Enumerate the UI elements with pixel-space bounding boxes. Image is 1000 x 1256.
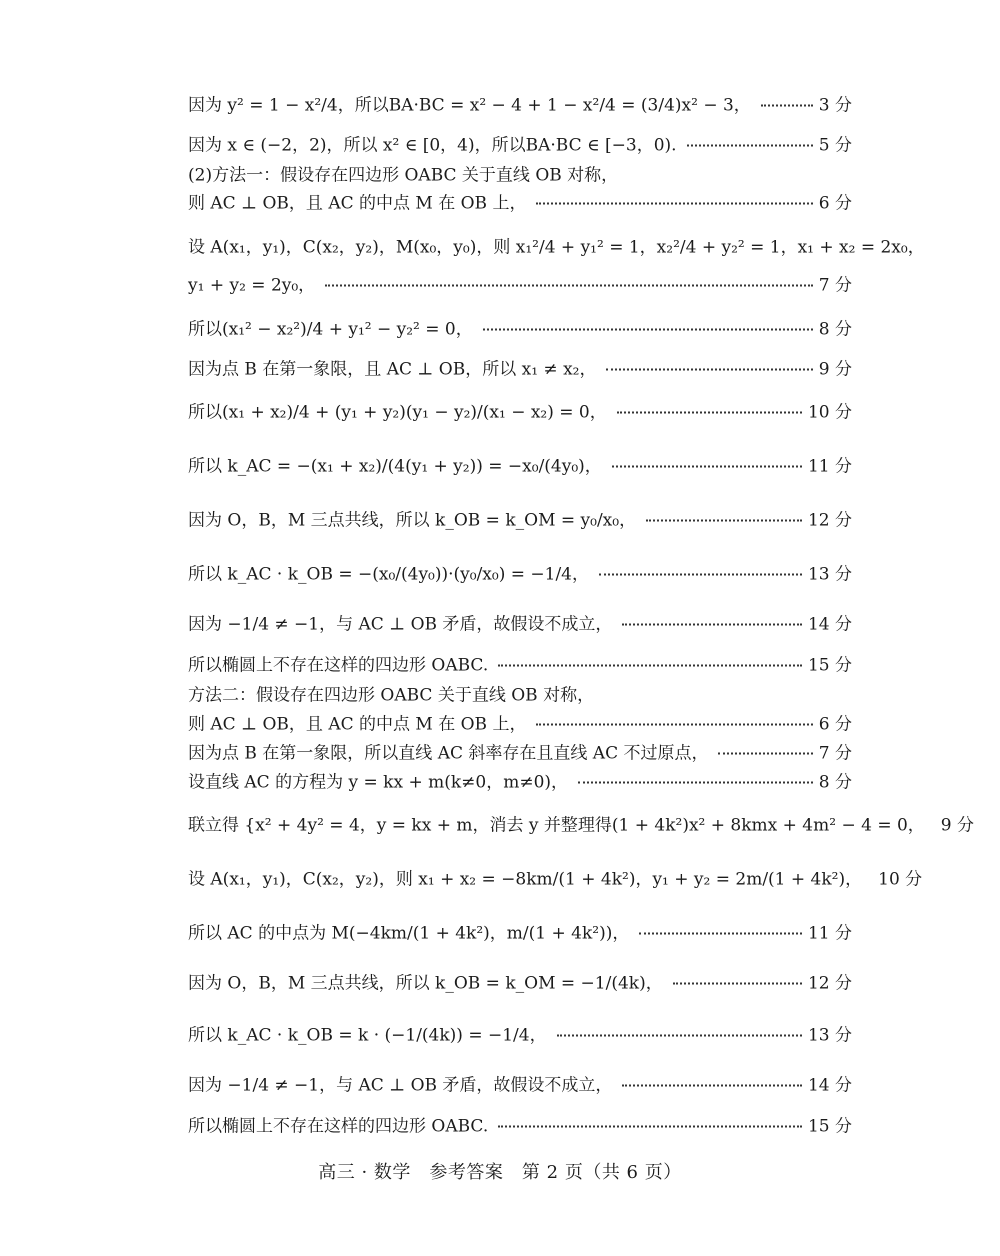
score: 5 分: [818, 135, 852, 156]
line-content: 因为 x ∈ (−2，2)，所以 x² ∈ [0，4)，所以BA·BC ∈ [−3，0).: [188, 135, 677, 156]
line-content: 设 A(x₁，y₁)，C(x₂，y₂)，M(x₀，y₀)，则 x₁²/4 + y₁² = 1，x₂²/4 + y₂² = 1，x₁ + x₂ = 2x₀，: [188, 237, 925, 258]
line-content: 所以(x₁ + x₂)/4 + (y₁ + y₂)(y₁ − y₂)/(x₁ − x₂) = 0，: [188, 402, 607, 423]
score: 11 分: [807, 456, 852, 477]
score: 3 分: [818, 95, 852, 116]
score: 7 分: [818, 743, 852, 764]
score: 15 分: [807, 1116, 852, 1137]
answer-line-11: [188, 501, 852, 535]
score: 13 分: [807, 1025, 852, 1046]
answer-line-12: [188, 555, 852, 589]
score: 12 分: [807, 973, 852, 994]
score: 14 分: [807, 1075, 852, 1096]
line-content: y₁ + y₂ = 2y₀，: [188, 275, 316, 296]
answer-line-9: [188, 393, 852, 427]
answer-line-21: [188, 914, 852, 948]
answer-line-7: [188, 310, 852, 344]
score: 9 分: [818, 359, 852, 380]
line-content: 所以 k_AC · k_OB = −(x₀/(4y₀))·(y₀/x₀) = −1/4，: [188, 564, 589, 585]
answer-line-2: [188, 126, 852, 160]
answer-line-14: [188, 646, 852, 680]
line-content: 因为 O，B，M 三点共线，所以 k_OB = k_OM = −1/(4k)，: [188, 973, 663, 994]
score: 14 分: [807, 614, 852, 635]
answer-line-8: [188, 350, 852, 384]
line-content: 因为点 B 在第一象限，且 AC ⊥ OB，所以 x₁ ≠ x₂，: [188, 359, 597, 380]
answer-line-23: [188, 1016, 852, 1050]
answer-line-19: [188, 806, 975, 840]
line-content: 因为 −1/4 ≠ −1，与 AC ⊥ OB 矛盾，故假设不成立，: [188, 1075, 613, 1096]
line-content: 设 A(x₁，y₁)，C(x₂，y₂)，则 x₁ + x₂ = −8km/(1 + 4k²)，y₁ + y₂ = 2m/(1 + 4k²)，: [188, 869, 863, 890]
score: 6 分: [818, 193, 852, 214]
line-content: 所以 k_AC = −(x₁ + x₂)/(4(y₁ + y₂)) = −x₀/(4y₀)，: [188, 456, 602, 477]
score: 13 分: [807, 564, 852, 585]
line-content: 则 AC ⊥ OB，且 AC 的中点 M 在 OB 上，: [188, 714, 527, 735]
answer-line-10: [188, 447, 852, 481]
score: 8 分: [818, 319, 852, 340]
line-content: 所以(x₁² − x₂²)/4 + y₁² − y₂² = 0，: [188, 319, 473, 340]
answer-line-20: [188, 860, 923, 894]
answer-line-25: [188, 1107, 852, 1141]
line-content: 因为点 B 在第一象限，所以直线 AC 斜率存在且直线 AC 不过原点，: [188, 743, 709, 764]
answer-line-6: [188, 266, 852, 300]
score: 7 分: [818, 275, 852, 296]
score: 6 分: [818, 714, 852, 735]
score: 10 分: [807, 402, 852, 423]
answer-line-18: [188, 763, 852, 797]
score: 10 分: [878, 869, 923, 890]
answer-line-22: [188, 964, 852, 998]
page-footer: 高三 · 数学 参考答案 第 2 页（共 6 页）: [318, 1162, 682, 1183]
line-content: 方法二：假设存在四边形 OABC 关于直线 OB 对称，: [188, 685, 595, 706]
score: 11 分: [807, 923, 852, 944]
line-content: 所以椭圆上不存在这样的四边形 OABC.: [188, 655, 489, 676]
score: 12 分: [807, 510, 852, 531]
line-content: 因为 O，B，M 三点共线，所以 k_OB = k_OM = y₀/x₀，: [188, 510, 637, 531]
line-content: 所以 AC 的中点为 M(−4km/(1 + 4k²)，m/(1 + 4k²))，: [188, 923, 630, 944]
line-content: 所以 k_AC · k_OB = k · (−1/(4k)) = −1/4，: [188, 1025, 547, 1046]
line-content: 则 AC ⊥ OB，且 AC 的中点 M 在 OB 上，: [188, 193, 527, 214]
answer-line-5: [188, 228, 925, 262]
score: 8 分: [818, 772, 852, 793]
score: 9 分: [940, 815, 975, 836]
line-content: 设直线 AC 的方程为 y = kx + m(k≠0，m≠0)，: [188, 772, 569, 793]
answer-line-4: [188, 184, 852, 218]
score: 15 分: [807, 655, 852, 676]
answer-line-1: [188, 86, 852, 120]
line-content: 联立得 {x² + 4y² = 4，y = kx + m，消去 y 并整理得(1 + 4k²)x² + 8kmx + 4m² − 4 = 0，: [188, 815, 925, 836]
answer-line-13: [188, 605, 852, 639]
line-content: 所以椭圆上不存在这样的四边形 OABC.: [188, 1116, 489, 1137]
answer-line-24: [188, 1066, 852, 1100]
line-content: (2)方法一：假设存在四边形 OABC 关于直线 OB 对称，: [188, 165, 619, 186]
line-content: 因为 y² = 1 − x²/4，所以BA·BC = x² − 4 + 1 − x²/4 = (3/4)x² − 3，: [188, 95, 751, 116]
line-content: 因为 −1/4 ≠ −1，与 AC ⊥ OB 矛盾，故假设不成立，: [188, 614, 613, 635]
